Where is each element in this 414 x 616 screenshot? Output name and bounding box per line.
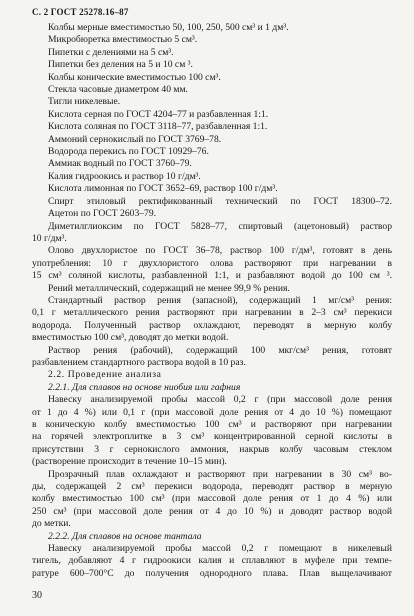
text-line: тигель, добавляют 4 г гидроокиси калия и сплавляют в муфеле при темпе-	[32, 555, 392, 567]
text-line: 2.2.2. Для сплавов на основе тантала	[48, 530, 202, 542]
text-line: 2.2. Проведение анализа	[48, 369, 162, 381]
text-line: Стандартный раствор рения (запасной), содержащий 1 мг/см³ рения:	[48, 294, 392, 306]
text-line: Раствор рения (рабочий), содержащий 100 мкг/см³ рения, готовят	[48, 344, 392, 356]
text-line: Аммоний сернокислый по ГОСТ 3769–78.	[48, 133, 222, 145]
text-line: от 1 до 4 %) или 0,1 г (при массовой доле рения от 4 до 10 %) помещают	[32, 406, 392, 418]
text-line: водорода. Полученный раствор охлаждают, переводят в мерную колбу	[32, 319, 392, 331]
text-line: ратуре 600–700°С до получения однородного плава. Плав выщелачивают	[32, 567, 392, 579]
text-line: вместимостью 100 см³, доводят до метки водой.	[32, 332, 229, 344]
text-line: 0,1 г металлического рения растворяют при нагревании в 2–3 см³ перекиси	[32, 307, 392, 319]
text-line: Калия гидроокись и раствор 10 г/дм³.	[48, 170, 201, 182]
text-line: Стекла часовые диаметром 40 мм.	[48, 84, 188, 96]
text-line: Диметилглиоксим по ГОСТ 5828–77, спиртовый (ацетоновый) раствор	[48, 220, 392, 232]
text-line: 250 см³ (при массовой доле рения от 4 до 10 %) и доводят раствор водой	[32, 505, 392, 517]
text-line: Спирт этиловый ректификованный технический по ГОСТ 18300–72.	[48, 195, 392, 207]
text-line: ды, содержащей 2 см³ перекиси водорода, переводят раствор в мерную	[32, 481, 392, 493]
body-text	[32, 22, 392, 580]
text-line: 10 г/дм³.	[32, 232, 67, 244]
text-line: Навеску анализируемой пробы массой 0,2 г (при массовой доле рения	[48, 394, 392, 406]
text-line: 15 см³ соляной кислоты, разбавленной 1:1, и разбавляют водой до 100 см ³.	[32, 270, 392, 282]
text-line: Олово двухлористое по ГОСТ 36–78, раствор 100 г/дм³, готовят в день	[48, 245, 392, 257]
text-line: Кислота серная по ГОСТ 4204–77 и разбавленная 1:1.	[48, 108, 269, 120]
text-line: разбавлением стандартного раствора водой в 10 раз.	[32, 356, 246, 368]
text-line: Колбы мерные вместимостью 50, 100, 250, 500 см³ и 1 дм³.	[48, 22, 289, 33]
text-line: Кислота лимонная по ГОСТ 3652–69, раствор 100 г/дм³.	[48, 183, 278, 195]
text-line: Прозрачный плав охлаждают и растворяют при нагревании в 30 см³ во-	[48, 468, 392, 480]
text-line: употребления: 10 г двухлористого олова растворяют при нагревании в	[32, 257, 392, 269]
text-line: до метки.	[32, 518, 71, 530]
text-line: Микробюретка вместимостью 5 см³.	[48, 34, 198, 46]
page-header: С. 2 ГОСТ 25278.16–87	[32, 7, 129, 17]
text-line: Рений металлический, содержащий не менее 99,9 % рения.	[48, 282, 290, 294]
text-line: Навеску анализируемой пробы массой 0,2 г помещают в никелевый	[48, 543, 392, 555]
text-line: 2.2.1. Для сплавов на основе ниобия или гафния	[48, 381, 241, 393]
text-line: в коническую колбу вместимостью 100 см³ и растворяют при нагревании	[32, 419, 392, 430]
text-line: колбу вместимостью 100 см³ (при массовой доле рения от 1 до 4 %) или	[32, 493, 392, 505]
text-line: Пипетки с делениями на 5 см³.	[48, 46, 174, 58]
text-line: на горячей электроплитке в 3 см³ концентрированной серной кислоты в	[32, 431, 392, 443]
text-line: присутствии 3 г сернокислого аммония, накрыв колбу часовым стеклом	[32, 443, 392, 455]
page-number: 30	[32, 590, 42, 601]
text-line: Водорода перекись по ГОСТ 10929–76.	[48, 146, 209, 158]
text-line: Тигли никелевые.	[48, 96, 121, 108]
text-line: Аммиак водный по ГОСТ 3760–79.	[48, 158, 192, 170]
text-line: Колбы конические вместимостью 100 см³.	[48, 71, 221, 83]
text-line: Пипетки без деления на 5 и 10 см ³.	[48, 59, 193, 71]
text-line: (растворение происходит в течение 10–15 мин).	[32, 456, 227, 468]
text-line: Кислота соляная по ГОСТ 3118–77, разбавленная 1:1.	[48, 121, 268, 133]
text-line: Ацетон по ГОСТ 2603–79.	[48, 208, 157, 220]
